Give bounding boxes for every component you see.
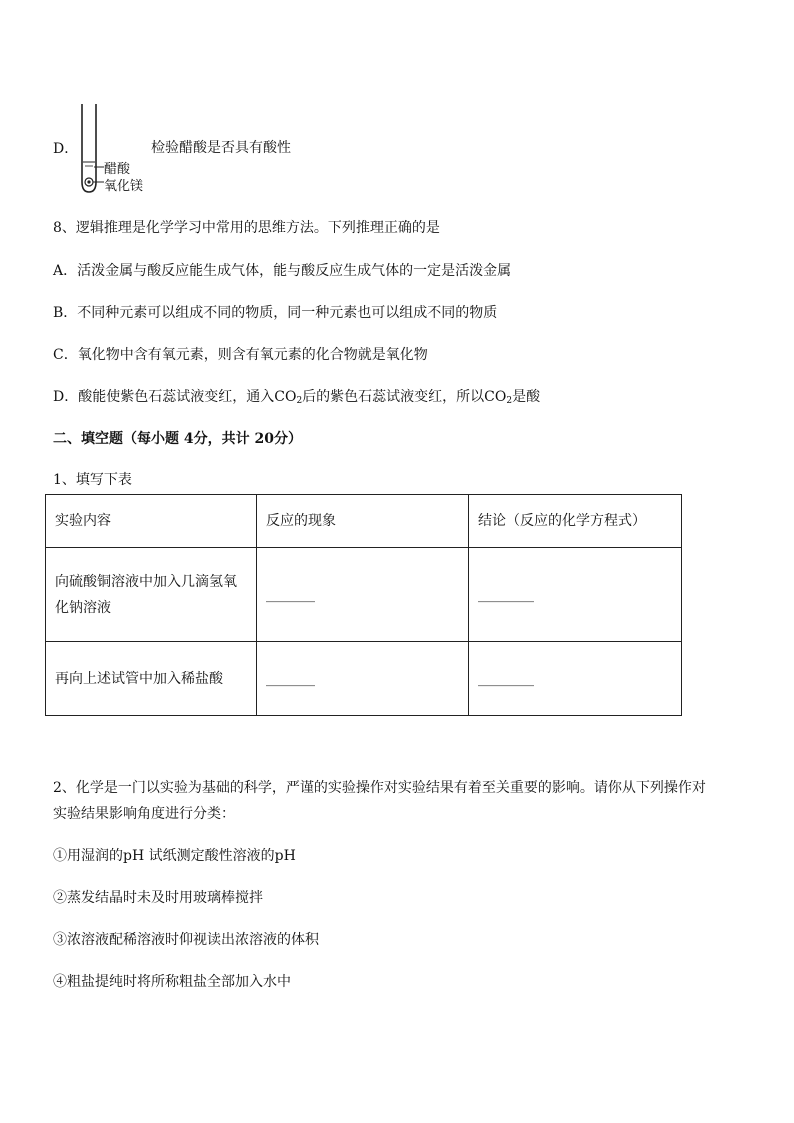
row2-equation-blank[interactable]: ________ [469, 642, 682, 716]
q8-option-d-part2: 后的紫色石蕊试液变红，所以 [302, 389, 485, 405]
section-heading: 二、填空题（每小题 4分，共计 20分） [53, 431, 302, 447]
co2-formula-2: $CO_2$ [484, 389, 513, 406]
co2-formula-1: $CO_2$ [274, 389, 303, 406]
row1-content: 向硫酸铜溶液中加入几滴氢氧 化钠溶液 [46, 548, 257, 642]
table-header-row [46, 495, 682, 548]
table-row [46, 548, 682, 642]
header-phenomenon: 反应的现象 [257, 495, 469, 548]
q8-option-d-part1: D．酸能使紫色石蕊试液变红，通入 [53, 389, 275, 405]
table-row [46, 642, 682, 716]
row1-phenomenon-blank[interactable]: _______ [257, 548, 469, 642]
q2-stem-line2: 实验结果影响角度进行分类： [53, 806, 235, 822]
q2-item-2: ②蒸发结晶时未及时用玻璃棒搅拌 [53, 890, 263, 906]
q2-item-3: ③浓溶液配稀溶液时仰视读出浓溶液的体积 [53, 932, 319, 948]
q2-item-4: ④粗盐提纯时将所称粗盐全部加入水中 [53, 974, 291, 990]
q8-option-a: A．活泼金属与酸反应能生成气体，能与酸反应生成气体的一定是活泼金属 [53, 263, 512, 279]
fill-in-table [45, 494, 682, 716]
row2-phenomenon-blank[interactable]: _______ [257, 642, 469, 716]
row2-content: 再向上述试管中加入稀盐酸 [46, 642, 257, 716]
q1-stem: 1、填写下表 [53, 472, 132, 488]
header-conclusion: 结论（反应的化学方程式） [469, 495, 682, 548]
q2-stem-line1: 2、化学是一门以实验为基础的科学，严谨的实验操作对实验结果有着至关重要的影响。请你从下列操作对 [53, 780, 706, 796]
row1-equation-blank[interactable]: ________ [469, 548, 682, 642]
q2-item-1: ①用湿润的pH 试纸测定酸性溶液的pH [53, 848, 296, 864]
q8-option-d-part3: 是酸 [512, 389, 541, 405]
q8-option-d [53, 387, 540, 411]
q8-option-c: C．氧化物中含有氧元素，则含有氧元素的化合物就是氧化物 [53, 347, 428, 363]
label-acetic-acid: 醋酸 [104, 162, 131, 177]
q7-option-d-caption: 检验醋酸是否具有酸性 [151, 140, 291, 156]
test-tube-figure [70, 100, 160, 200]
q8-option-b: B．不同种元素可以组成不同的物质，同一种元素也可以组成不同的物质 [53, 305, 498, 321]
q8-stem: 8、逻辑推理是化学学习中常用的思维方法。下列推理正确的是 [53, 220, 440, 236]
q7-option-d-letter: D． [53, 141, 79, 157]
label-magnesium-oxide: 氧化镁 [104, 179, 144, 194]
header-experiment: 实验内容 [46, 495, 257, 548]
